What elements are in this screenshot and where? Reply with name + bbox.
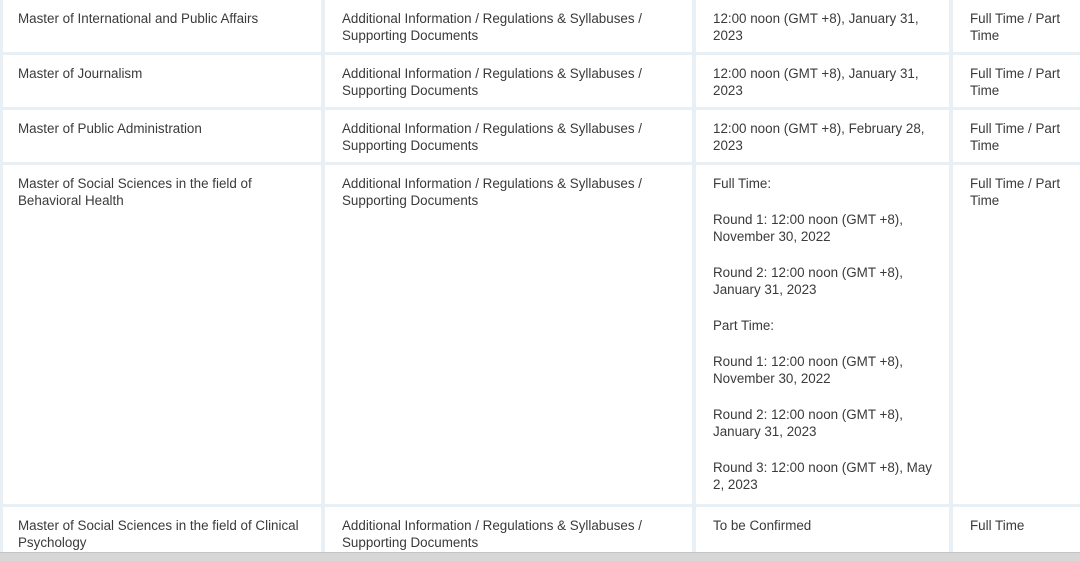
info-cell <box>325 110 692 162</box>
mode-cell <box>953 165 1080 504</box>
table-row <box>0 165 1080 504</box>
program-name: Master of Social Sciences in the field of Behavioral Health <box>18 176 252 208</box>
mode-cell <box>953 0 1080 52</box>
study-mode: Full Time / Part Time <box>970 176 1061 208</box>
program-cell <box>3 0 321 52</box>
deadline-text: 12:00 noon (GMT +8), January 31, 2023 <box>713 66 919 98</box>
deadline-round: Round 2: 12:00 noon (GMT +8), January 31, 2023 <box>713 265 903 297</box>
info-link[interactable]: Additional Information / Regulations & Syllabuses / Supporting Documents <box>342 121 642 153</box>
info-link[interactable]: Additional Information / Regulations & Syllabuses / Supporting Documents <box>342 176 642 208</box>
deadline-heading-full-time: Full Time: <box>713 176 772 191</box>
program-name: Master of International and Public Affairs <box>18 11 259 26</box>
info-cell <box>325 0 692 52</box>
table-row <box>0 0 1080 52</box>
info-link[interactable]: Additional Information / Regulations & Syllabuses / Supporting Documents <box>342 518 642 550</box>
info-link[interactable]: Additional Information / Regulations & Syllabuses / Supporting Documents <box>342 66 642 98</box>
study-mode: Full Time / Part Time <box>970 66 1061 98</box>
study-mode: Full Time <box>970 518 1025 533</box>
deadline-cell <box>696 110 949 162</box>
deadline-cell <box>696 0 949 52</box>
info-link[interactable]: Additional Information / Regulations & Syllabuses / Supporting Documents <box>342 11 642 43</box>
deadline-heading-part-time: Part Time: <box>713 318 775 333</box>
mode-cell <box>953 110 1080 162</box>
deadline-round: Round 2: 12:00 noon (GMT +8), January 31, 2023 <box>713 407 903 439</box>
deadline-cell <box>696 165 949 504</box>
deadline-round: Round 1: 12:00 noon (GMT +8), November 30, 2022 <box>713 354 903 386</box>
program-cell <box>3 165 321 504</box>
deadline-text: 12:00 noon (GMT +8), January 31, 2023 <box>713 11 919 43</box>
deadline-cell <box>696 55 949 107</box>
deadline-round: Round 3: 12:00 noon (GMT +8), May 2, 2023 <box>713 460 932 492</box>
table-row <box>0 110 1080 162</box>
program-cell <box>3 55 321 107</box>
deadline-text: 12:00 noon (GMT +8), February 28, 2023 <box>713 121 925 153</box>
program-name: Master of Social Sciences in the field of Clinical Psychology <box>18 518 299 550</box>
table-row <box>0 55 1080 107</box>
info-cell <box>325 165 692 504</box>
deadline-round: Round 1: 12:00 noon (GMT +8), November 30, 2022 <box>713 212 903 244</box>
mode-cell <box>953 55 1080 107</box>
study-mode: Full Time / Part Time <box>970 121 1061 153</box>
info-cell <box>325 55 692 107</box>
program-cell <box>3 110 321 162</box>
study-mode: Full Time / Part Time <box>970 11 1061 43</box>
deadline-text: To be Confirmed <box>713 518 812 533</box>
program-name: Master of Journalism <box>18 66 143 81</box>
program-name: Master of Public Administration <box>18 121 202 136</box>
